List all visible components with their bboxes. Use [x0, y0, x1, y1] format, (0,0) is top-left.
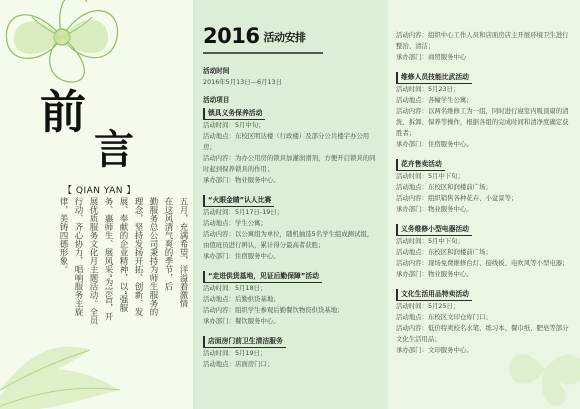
section-title: 文化生活用品特卖活动 — [396, 289, 574, 301]
section-line: 承办部门：餐饮服务中心。 — [203, 317, 280, 325]
preface-line: 务、惠师生、展风采”为宗旨，开 — [103, 197, 113, 321]
section-title: 店面房门前卫生清洁服务 — [203, 336, 379, 348]
section-title: 维修人员技能比武活动 — [396, 72, 574, 84]
section-line: 活动内容：低价特卖校名水笔、练习本、餐巾纸、肥皂等部分文化生活用品； — [396, 324, 569, 343]
section-line: 活动内容：以公寓组为单位，随机抽选5名学生组成测试组，由值班员进行辨认，累计得分最高者获胜； — [203, 230, 374, 249]
preface-line: 行动、齐心协力，唱响服务主旋 — [73, 197, 83, 316]
preface-title-char-1: 前 — [40, 85, 88, 139]
section-line: 承办部门：商贸服务中心 — [396, 53, 467, 61]
section-line: 承办部门：文印服务中心。 — [396, 346, 473, 354]
section-line: 活动时间：5月23日； — [396, 85, 460, 93]
preface-title-char-2: 言 — [94, 126, 136, 173]
schedule-panel-continued — [388, 0, 580, 409]
section-line: 活动地点：各幢学生公寓； — [396, 96, 473, 104]
time-label: 活动时间 — [203, 67, 230, 75]
section-line: 活动地点：东校区和润楼前广场； — [396, 183, 492, 191]
preface-line: 理念，坚持发扬开拓、创新、发 — [133, 197, 143, 316]
section-line: 承办部门：住宿服务中心。 — [396, 140, 473, 148]
schedule-panel — [193, 0, 388, 409]
section-line: 活动地点：学生公寓； — [203, 219, 267, 227]
section-line: 活动时间：5月19日； — [203, 349, 267, 357]
section-line: 承办部门：物业服务中心。 — [396, 205, 473, 213]
time-value: 2016年5月13日—6月13日 — [203, 78, 283, 86]
preface-subtitle: 【 QIAN YAN 】 — [63, 186, 136, 196]
section-line: 活动时间：5月17日-19日； — [203, 208, 284, 216]
title-underline — [203, 52, 323, 54]
preface-text — [18, 197, 190, 372]
section-line: 活动地点：东校区和润楼前广场； — [396, 248, 492, 256]
schedule-title — [203, 24, 305, 48]
schedule-year: 2016 — [203, 24, 260, 48]
section-line: 活动内容：以两名维修工为一组，同时进行寝室内吸顶扇的清洗、拆卸、保养等操作，根据各组的完成时间和清净度确定获胜者； — [396, 107, 569, 137]
section-line: 活动时间：5月25日； — [396, 302, 460, 310]
section-line: 活动时间：5月中旬； — [203, 121, 265, 129]
section-line: 活动地点：东校区明达楼（行政楼）及部分公共楼宇办公用房； — [203, 132, 370, 151]
preface-line: 五月，充满希望，洋溢着激情 — [178, 197, 188, 308]
schedule-title-suffix: 活动安排 — [263, 31, 306, 44]
preface-line: 展优质服务文化月主题活动。全员 — [88, 197, 98, 325]
preface-line: 勤服务总公司秉持为师生服务的 — [148, 197, 158, 316]
section-line: 活动内容：组织中心工作人员和店面房店主开展环境卫生进行整治、清洁； — [396, 31, 569, 50]
section-line: 活动时间：5月中下旬； — [396, 237, 464, 245]
section-line: 活动地点：店面房门口； — [203, 360, 274, 368]
section-line: 活动内容：组织学生参观后勤餐饮物资供货基地； — [203, 306, 344, 314]
section-line: 活动时间：5月中下旬； — [396, 172, 464, 180]
preface-line: 律，美铸四德形象。 — [58, 197, 68, 274]
schedule-content-right — [396, 30, 574, 356]
section-title: 锁具义务保养活动 — [203, 108, 379, 120]
intro-panel — [0, 0, 193, 409]
section-title: 花卉售卖活动 — [396, 159, 574, 171]
preface-line: 在这风清气爽的季节，后 — [163, 197, 173, 291]
section-title: “走进供货基地，见证后勤保障”活动 — [203, 271, 379, 283]
schedule-content — [203, 66, 379, 370]
section-line: 活动地点：东校区文印仓库门口； — [396, 313, 492, 321]
section-line: 活动内容：为办公用房的锁具加灌润滑剂，方便开启锁具的同时起到保养锁具的作用； — [203, 154, 376, 173]
section-title: “火眼金睛”认人比赛 — [203, 195, 379, 207]
section-line: 活动时间：5月18日； — [203, 284, 267, 292]
items-label: 活动项目 — [203, 96, 230, 104]
section-line: 活动地点：后勤供货基地； — [203, 295, 280, 303]
section-title: 义务维修小型电器活动 — [396, 224, 574, 236]
section-line: 承办部门：物业服务中心。 — [203, 176, 280, 184]
section-line: 承办部门：物业服务中心。 — [396, 270, 473, 278]
section-line: 承办部门：住宿服务中心。 — [203, 252, 280, 260]
section-line: 活动内容：现场免费维修台灯、接线板、电吹风等小型电器； — [396, 259, 569, 267]
section-line: 活动内容：组织销售各种花卉、小盆景等； — [396, 194, 518, 202]
preface-line: 展、奉献的企业精神，以“强服 — [118, 197, 128, 312]
